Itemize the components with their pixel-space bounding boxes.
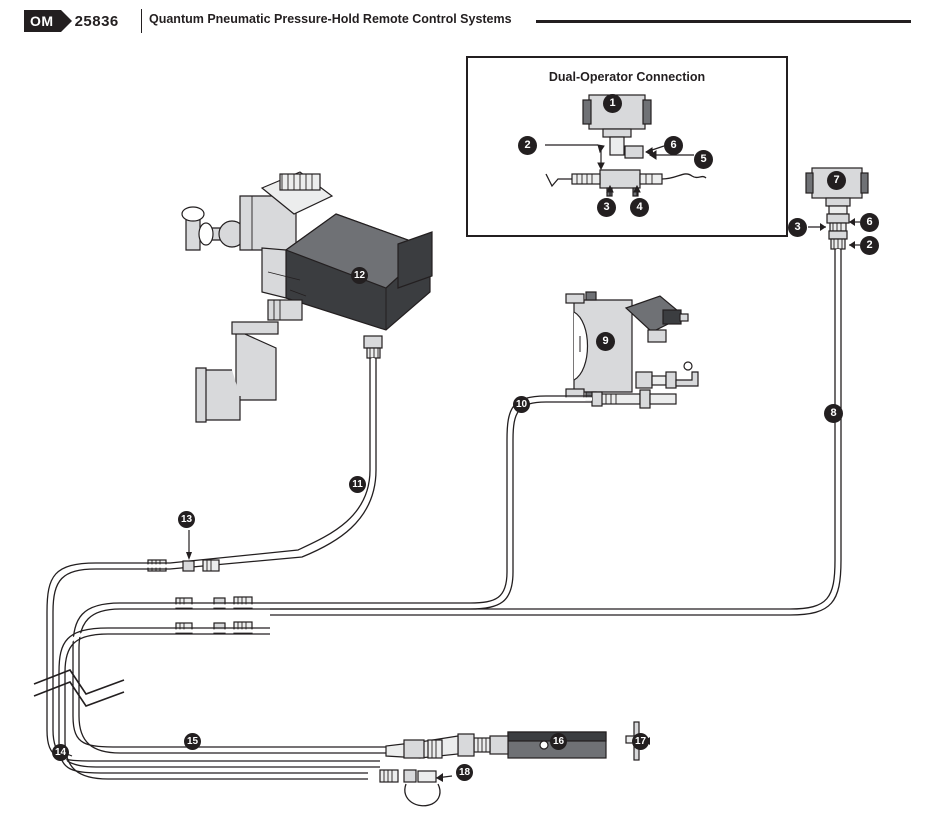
control-device-16: [386, 732, 606, 758]
callout-label: 18: [458, 767, 471, 778]
callout-label: 9: [602, 335, 609, 347]
callout-inset-2: [518, 136, 537, 155]
callout-label: 14: [54, 747, 67, 758]
callout-label: 11: [352, 479, 363, 490]
callout-11: [349, 476, 366, 493]
callout-6: [860, 213, 879, 232]
callout-label: 12: [353, 270, 366, 281]
callout-label: 3: [603, 201, 610, 213]
callout-3: [788, 218, 807, 237]
callout-label: 6: [670, 139, 677, 151]
callout-label: 6: [866, 216, 873, 228]
valve-assembly-12: [182, 172, 432, 422]
callout-inset-6: [664, 136, 683, 155]
callout-inset-1: [603, 94, 622, 113]
callout-label: 2: [524, 139, 531, 151]
callout-13: [178, 511, 195, 528]
callout-label: 17: [634, 736, 647, 747]
callout-2: [860, 236, 879, 255]
callout-label: 3: [794, 221, 801, 233]
callout-15: [184, 733, 201, 750]
callout-label: 1: [609, 97, 616, 109]
callout-inset-3: [597, 198, 616, 217]
callout-label: 13: [180, 514, 193, 525]
callout-7: [827, 171, 846, 190]
callout-inset-4: [630, 198, 649, 217]
callout-8: [824, 404, 843, 423]
callout-inset-5: [694, 150, 713, 169]
callout-label: 16: [552, 736, 565, 747]
callout-9: [596, 332, 615, 351]
page-title: Quantum Pneumatic Pressure-Hold Remote Control Systems: [149, 12, 512, 26]
callout-17: [632, 733, 649, 750]
hose-10-b: [270, 402, 592, 609]
hose-bottom-a: [47, 563, 380, 761]
connector-18: [380, 770, 452, 806]
inset-title: Dual-Operator Connection: [548, 70, 706, 84]
callout-16: [550, 733, 567, 750]
callout-label: 8: [830, 407, 837, 419]
doc-number: 25836: [74, 12, 119, 30]
callout-18: [456, 764, 473, 781]
valve-9: [566, 292, 698, 408]
hose-mid-a: [73, 603, 386, 747]
callout-label: 10: [515, 399, 528, 410]
om-label: OM: [24, 10, 61, 32]
callout-10: [513, 396, 530, 413]
callout-12: [351, 267, 368, 284]
callout-14: [52, 744, 69, 761]
callout-label: 7: [833, 174, 840, 186]
callout-label: 5: [700, 153, 707, 165]
callout-label: 2: [866, 239, 873, 251]
callout-label: 15: [186, 736, 199, 747]
hose-10-a: [270, 396, 592, 603]
callout-label: 4: [636, 201, 643, 213]
hose-low-b: [65, 634, 368, 779]
